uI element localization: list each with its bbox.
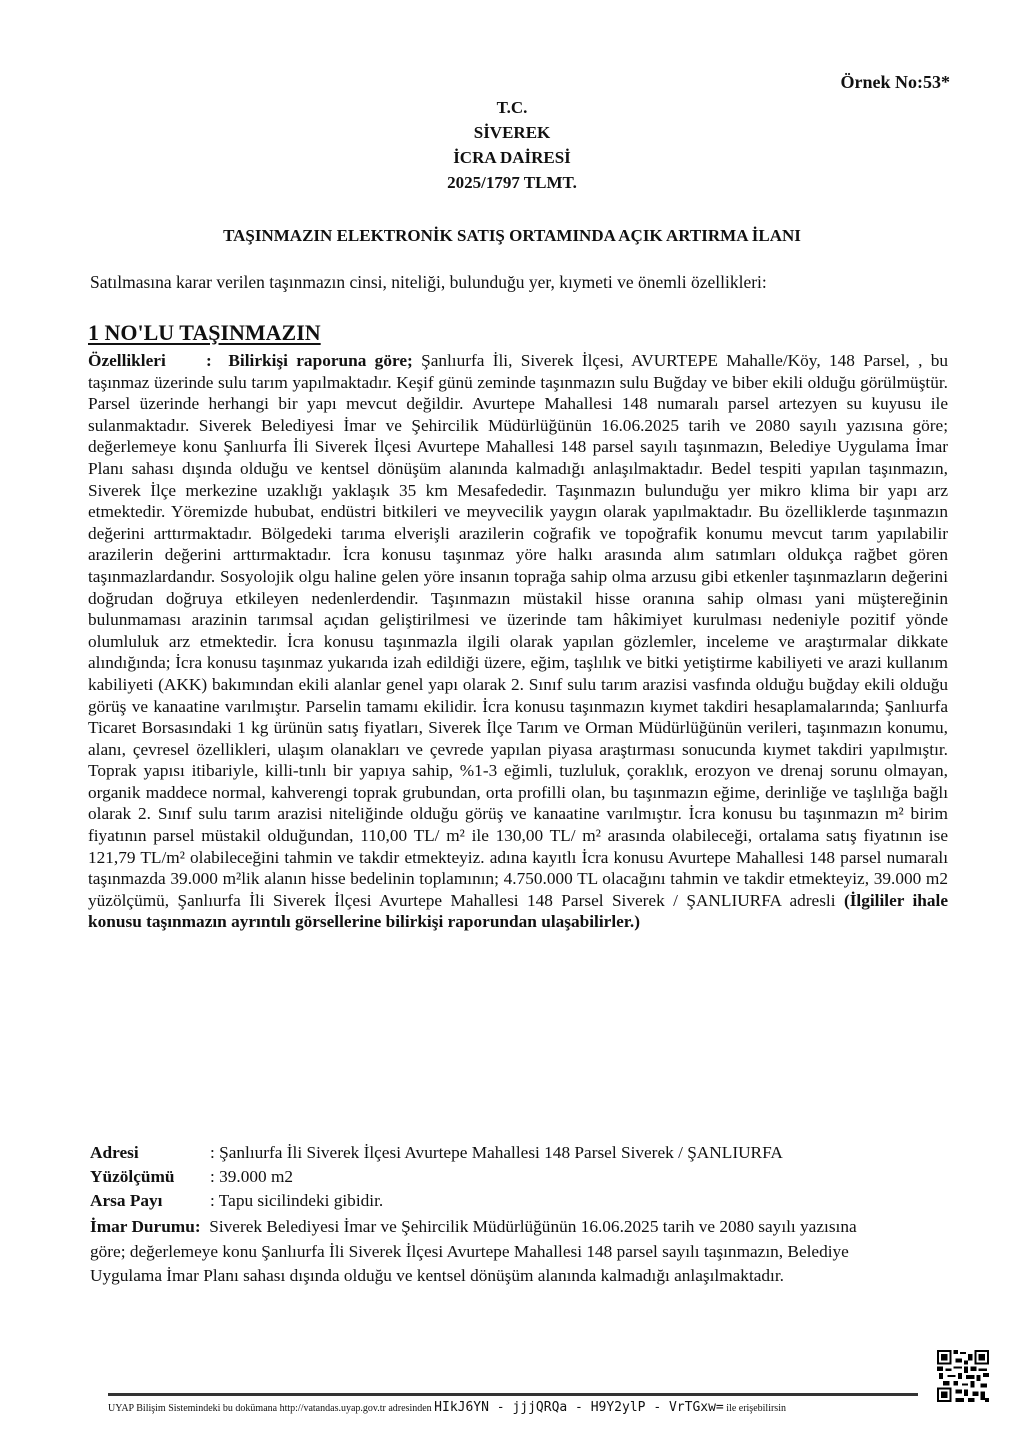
zoning-label: İmar Durumu: xyxy=(90,1217,201,1236)
intro-text: Satılmasına karar verilen taşınmazın cinsi, niteliği, bulunduğu yer, kıymeti ve önemli özellikleri: xyxy=(90,272,767,292)
zoning-text: Siverek Belediyesi İmar ve Şehircilik Müdürlüğünün 16.06.2025 tarih ve 2080 sayılı yazısına göre; değerlemeye konu Şanlıurfa İli Siverek İlçesi Avurtepe Mahallesi 148 parsel sayılı taşınmazın, Belediye Uygulama İmar Planı sahası dışında olduğu ve kentsel dönüşüm alanında kalmadığı anlaşılmaktadır. xyxy=(90,1217,857,1285)
footer-suffix: ile erişebilirsin xyxy=(726,1403,786,1414)
features-colon: : xyxy=(206,351,212,370)
header-line-case-no: 2025/1797 TLMT. xyxy=(447,173,577,192)
field-address xyxy=(90,1141,950,1165)
features-bold-tail: (İlgililer ihale konusu taşınmazın ayrıntılı görsellerine bilirkişi raporundan ulaşabilirler.) xyxy=(88,890,949,932)
qr-code-icon xyxy=(937,1350,989,1402)
field-area xyxy=(90,1165,950,1189)
footer-divider xyxy=(108,1393,918,1396)
field-zoning xyxy=(90,1215,880,1289)
field-label: Adresi xyxy=(90,1143,139,1162)
field-label: Arsa Payı xyxy=(90,1191,163,1210)
document-header xyxy=(0,95,1024,195)
header-line-city: SİVEREK xyxy=(473,123,551,142)
footer xyxy=(108,1400,928,1415)
header-line-office: İCRA DAİRESİ xyxy=(453,148,571,167)
property-heading: 1 NO'LU TAŞINMAZIN xyxy=(88,320,321,345)
features-text: Şanlıurfa İli, Siverek İlçesi, AVURTEPE Mahalle/Köy, 148 Parsel, , bu taşınmaz üzerinde sulu tarım yapılmaktadır. Keşif günü zeminde taşınmazın sulu Buğday ve biber ekili olduğu görülmüştür. Parsel üzerinde herhangi bir yapı mevcut değildir. Avurtepe Mahallesi 148 numaralı parsel artezyen su kuyusu ile sulanmaktadır. Siverek Belediyesi İmar ve Şehircilik Müdürlüğünün 16.06.2025 tarih ve 2080 sayılı yazısına göre; değerlemeye konu Şanlıurfa İli Siverek İlçesi Avurtepe Mahallesi 148 parsel sayılı taşınmazın, Belediye Uygulama İmar Planı sahası dışında olduğu ve kentsel dönüşüm alanında kalmadığı anlaşılmaktadır. Bedel tespiti yapılan taşınmazın, Siverek İlçe merkezine uzaklığı yaklaşık 35 km Mesafededir. Taşınmazın bulunduğu yer mikro klima bir yapı arz etmektedir. Yöremizde hububat, endüstri bitkileri ve meyvecilik yaygın olarak yapılmaktadır. Bu özelliklerde taşınmazın değerini arttırmaktadır. Bölgedeki tarıma elverişli arazilerin coğrafik ve topoğrafik konumu mevcut tarım yapılabilir arazilerin değerini arttırmaktadır. İcra konusu taşınmaz yöre halkı arasında alım satımları oldukça rağbet gören taşınmazlardandır. Sosyolojik olgu haline gelen yöre insanın toprağa sahip olma arzusu gibi etkenler taşınmazların değerini doğrudan doğruya etkileyen nedenlerdendir. Taşınmazın müstakil hisse oranına sahip olması yani müştereğinin bulunmaması arazinin tarımsal açıdan geliştirilmesi ve üzerinde tam hâkimiyet kurulması nedeniyle pozitif yönde olumluluk arz etmektedir. İcra konusu taşınmazla ilgili olarak yapılan gözlemler, inceleme ve araştırmalar dikkate alındığında; İcra konusu taşınmaz yukarıda izah edildiği üzere, eğim, taşlılık ve bitki yetiştirme kabiliyeti ve arazi kullanım kabiliyeti (AKK) bakımından ekili alanlar genel yapı olarak 2. Sınıf sulu tarım arazisi vasfında olduğu buğday ekili olduğu görüş ve kanaatine varılmıştır. Parselin tamamı ekilidir. İcra konusu taşınmazın kıymet takdiri hesaplamalarında; Şanlıurfa Ticaret Borsasındaki 1 kg ürünün satış fiyatları, Siverek İlçe Tarım ve Orman Müdürlüğünün verileri, taşınmazın konumu, alanı, çevresel özellikleri, ulaşım olanakları ve çevrede yapılan piyasa araştırması sonucunda kıymet takdiri yapılmıştır. Toprak yapısı itibariyle, killi-tınlı bir yapıya sahip, %1-3 eğimli, tuzluluk, çoraklık, erozyon ve drenaj sorunu olmayan, organik maddece normal, kahverengi toprak grubundan, orta profilli olan, bu taşınmazın eğime, derinliğe ve taşlılığa bağlı olarak 2. Sınıf sulu tarım arazisi niteliğinde olduğu görüş ve kanaatine varılmıştır. İcra konusu bu taşınmazın m² birim fiyatının parsel müstakil olduğundan, 110,00 TL/ m² ile 130,00 TL/ m² arasında olabileceği, ortalama satış fiyatının ise 121,79 TL/m² olabileceğini tahmin ve takdir etmekteyiz. adına kayıtlı İcra konusu Avurtepe Mahallesi 148 parsel numaralı taşınmazda 39.000 m²lik alanın hisse bedelinin toplamının; 4.750.000 TL olacağını tahmin ve takdir etmekteyiz, 39.000 m2 yüzölçümü, Şanlıurfa İli Siverek İlçesi Avurtepe Mahallesi 148 Parsel Siverek / ŞANLIURFA adresli xyxy=(88,351,948,910)
features-label: Özellikleri xyxy=(88,351,166,370)
sample-number: Örnek No:53* xyxy=(840,72,950,92)
features-bold-lead: Bilirkişi raporuna göre; xyxy=(228,351,413,370)
property-fields xyxy=(90,1141,950,1289)
field-label: Yüzölçümü xyxy=(90,1167,175,1186)
footer-prefix: UYAP Bilişim Sistemindeki bu dokümana http://vatandas.uyap.gov.tr adresinden xyxy=(108,1403,432,1414)
document-title: TAŞINMAZIN ELEKTRONİK SATIŞ ORTAMINDA AÇIK ARTIRMA İLANI xyxy=(223,226,801,245)
property-features xyxy=(88,350,948,933)
field-value: : 39.000 m2 xyxy=(210,1167,294,1186)
field-land-share xyxy=(90,1189,950,1213)
verification-code: HIkJ6YN - jjjQRQa - H9Y2ylP - VrTGxw= xyxy=(434,1400,724,1415)
header-line-tc: T.C. xyxy=(496,98,528,117)
field-value: : Şanlıurfa İli Siverek İlçesi Avurtepe Mahallesi 148 Parsel Siverek / ŞANLIURFA xyxy=(210,1143,783,1162)
field-value: : Tapu sicilindeki gibidir. xyxy=(210,1191,384,1210)
